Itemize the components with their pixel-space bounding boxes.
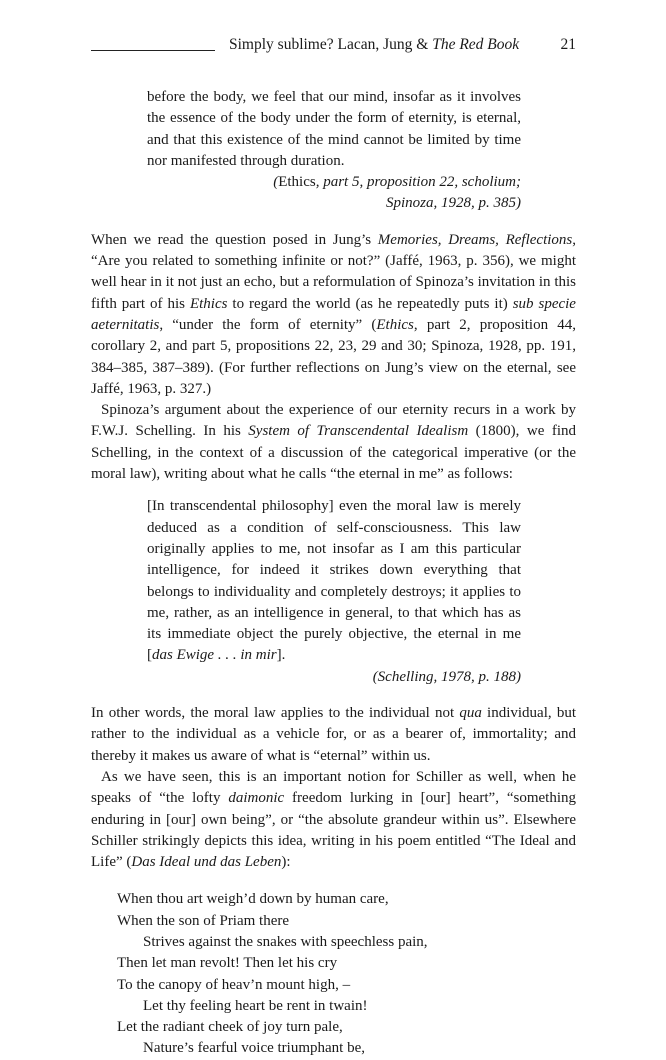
page-body bbox=[91, 87, 576, 1060]
citation-open: ( bbox=[273, 174, 279, 191]
running-head-text: Simply sublime? Lacan, Jung & bbox=[229, 36, 433, 53]
quote-citation-spinoza bbox=[91, 172, 521, 215]
page-number: 21 bbox=[560, 36, 576, 53]
header-rule bbox=[91, 50, 215, 51]
paragraph-jung-spinoza: When we read the question posed in Jung’s Memories, Dreams, Reflections, “Are you related to something infinite or not?” (Jaffé, 1963, p. 356), we might well hear in it not just an echo, but a reformulation of Spinoza’s invitation in this fifth part of his Ethics to regard the world (as he repeatedly puts it) sub specie aeternitatis, “under the form of eternity” (Ethics, part 2, proposition 44, corollary 2, and part 5, propositions 22, 23, 29 and 30; Spinoza, 1928, pp. 191, 384–385, 387–389). (For further reflections on Jung’s view on the eternal, see Jaffé, 1963, p. 327.) bbox=[91, 231, 576, 397]
poem-line: Let thy feeling heart be rent in twain! bbox=[143, 997, 368, 1014]
poem-line: Let the radiant cheek of joy turn pale, bbox=[117, 1019, 343, 1036]
running-head bbox=[229, 36, 519, 54]
paragraph-schelling: Spinoza’s argument about the experience of our eternity recurs in a work by F.W.J. Schelling. In his System of Transcendental Idealism (1800), we find Schelling, in the context of a discussion of the categorical imperative (or the moral law), writing about what he calls “the eternal in me” as follows: bbox=[91, 402, 576, 483]
paragraph-schiller: As we have seen, this is an important notion for Schiller as well, when he speaks of “the lofty daimonic freedom lurking in [our] heart”, “something enduring in [our] own being”, or “the absolute grandeur within us”. Elsewhere Schiller strikingly depicts this idea, writing in his poem entitled “The Ideal and Life” (Das Ideal und das Leben): bbox=[91, 768, 576, 871]
poem-line: Nature’s fearful voice triumphant be, bbox=[143, 1040, 365, 1057]
poem-line: To the canopy of heav’n mount high, – bbox=[117, 976, 351, 993]
poem-line: When the son of Priam there bbox=[117, 912, 290, 929]
poem-line: Strives against the snakes with speechless pain, bbox=[143, 933, 428, 950]
citation-work: Ethics bbox=[278, 174, 316, 191]
paragraph-moral-law: In other words, the moral law applies to the individual not qua individual, but rather to the individual as a vehicle for, or as a bearer of, immortality; and thereby it makes us aware of what is “eternal” within us. bbox=[91, 705, 576, 764]
citation-source: Spinoza, 1928, p. 385) bbox=[386, 195, 521, 212]
poem-excerpt bbox=[117, 889, 576, 1059]
block-quote-spinoza: before the body, we feel that our mind, insofar as it involves the essence of the body under the form of eternity, is eternal, and that this existence of the mind cannot be limited by time nor manifested through duration. bbox=[147, 89, 521, 169]
poem-line: Then let man revolt! Then let his cry bbox=[117, 955, 338, 972]
block-quote-schelling: [In transcendental philosophy] even the moral law is merely deduced as a condition of self-consciousness. This law originally applies to me, not insofar as I am this particular intelligence, for indeed it strikes down everything that belongs to individuality and completely destroys; it applies to me, rather, as an intelligence in general, to that which has as its immediate object the purely objective, the eternal in me [das Ewige . . . in mir]. bbox=[147, 498, 521, 664]
poem-line: When thou art weigh’d down by human care, bbox=[117, 891, 389, 908]
citation-detail: , part 5, proposition 22, scholium; bbox=[315, 174, 521, 191]
running-header bbox=[91, 36, 576, 58]
running-head-italic: The Red Book bbox=[432, 36, 520, 53]
quote-citation-schelling: (Schelling, 1978, p. 188) bbox=[372, 668, 521, 685]
